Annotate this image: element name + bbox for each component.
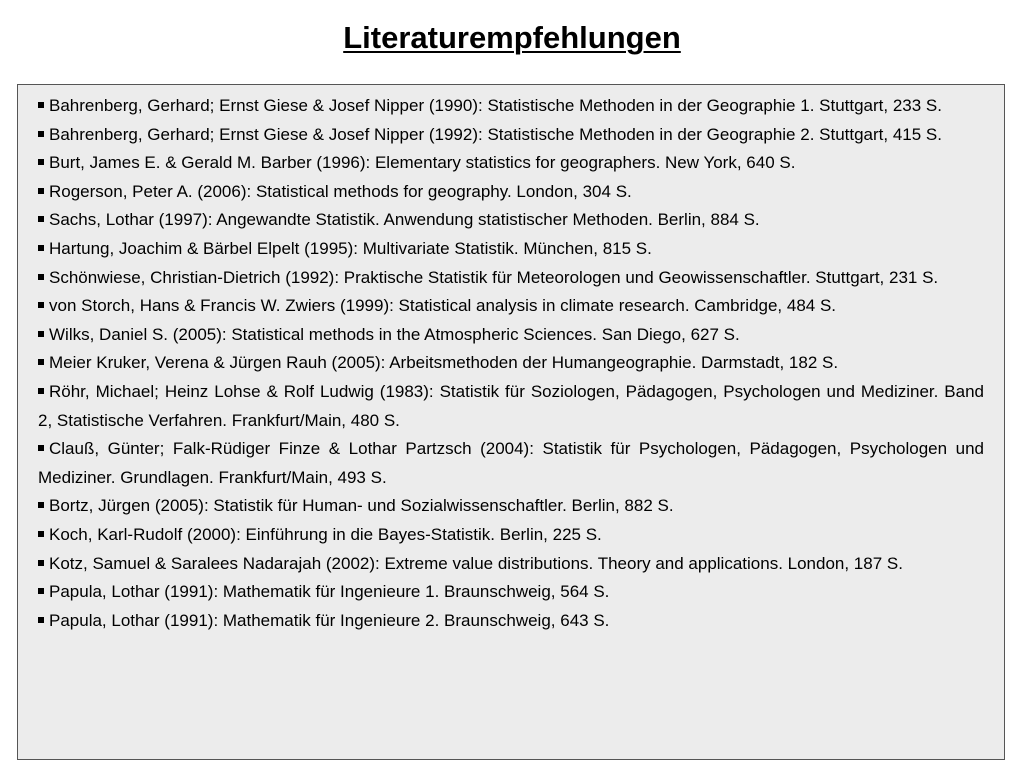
reference-item xyxy=(38,149,984,178)
reference-list xyxy=(38,92,984,635)
reference-item xyxy=(38,92,984,121)
reference-item xyxy=(38,521,984,550)
reference-text: Hartung, Joachim & Bärbel Elpelt (1995): Multivariate Statistik. München, 815 S. xyxy=(49,238,652,258)
reference-text: Bahrenberg, Gerhard; Ernst Giese & Josef Nipper (1990): Statistische Methoden in der Geographie 1. Stuttgart, 233 S. xyxy=(49,96,942,115)
square-bullet-icon xyxy=(38,531,44,537)
square-bullet-icon xyxy=(38,502,44,508)
square-bullet-icon xyxy=(38,617,44,623)
reference-item xyxy=(38,264,984,293)
reference-text: Sachs, Lothar (1997): Angewandte Statistik. Anwendung statistischer Methoden. Berlin, 884 S. xyxy=(49,210,760,230)
reference-item xyxy=(38,349,984,378)
square-bullet-icon xyxy=(38,131,44,137)
square-bullet-icon xyxy=(38,274,44,280)
square-bullet-icon xyxy=(38,445,44,451)
reference-text: Papula, Lothar (1991): Mathematik für Ingenieure 2. Braunschweig, 643 S. xyxy=(49,610,610,630)
reference-text: Clauß, Günter; Falk-Rüdiger Finze & Lothar Partzsch (2004): Statistik für Psychologen, Pädagogen, Psychologen und Mediziner. Grundlagen. Frankfurt/Main, 493 S. xyxy=(38,439,984,487)
square-bullet-icon xyxy=(38,159,44,165)
reference-text: Bortz, Jürgen (2005): Statistik für Human- und Sozialwissenschaftler. Berlin, 882 S. xyxy=(49,496,674,516)
reference-text: Meier Kruker, Verena & Jürgen Rauh (2005): Arbeitsmethoden der Humangeographie. Darmstadt, 182 S. xyxy=(49,353,839,373)
square-bullet-icon xyxy=(38,388,44,394)
square-bullet-icon xyxy=(38,245,44,251)
square-bullet-icon xyxy=(38,102,44,108)
reference-text: Rogerson, Peter A. (2006): Statistical methods for geography. London, 304 S. xyxy=(49,181,632,201)
square-bullet-icon xyxy=(38,216,44,222)
page-title: Literaturempfehlungen xyxy=(343,20,681,55)
square-bullet-icon xyxy=(38,302,44,308)
square-bullet-icon xyxy=(38,588,44,594)
reference-item xyxy=(38,321,984,350)
reference-box xyxy=(17,84,1005,760)
reference-item xyxy=(38,206,984,235)
reference-text: Röhr, Michael; Heinz Lohse & Rolf Ludwig (1983): Statistik für Soziologen, Pädagogen, Psychologen und Mediziner. Band 2, Statistische Verfahren. Frankfurt/Main, 480 S. xyxy=(38,381,984,430)
reference-text: von Storch, Hans & Francis W. Zwiers (1999): Statistical analysis in climate research. Cambridge, 484 S. xyxy=(49,296,837,316)
reference-item xyxy=(38,578,984,607)
reference-item xyxy=(38,292,984,321)
reference-text: Koch, Karl-Rudolf (2000): Einführung in die Bayes-Statistik. Berlin, 225 S. xyxy=(49,524,602,544)
reference-item xyxy=(38,435,984,492)
square-bullet-icon xyxy=(38,560,44,566)
reference-item xyxy=(38,378,984,435)
reference-text: Schönwiese, Christian-Dietrich (1992): Praktische Statistik für Meteorologen und Geowissenschaftler. Stuttgart, 231 S. xyxy=(49,267,939,287)
reference-text: Wilks, Daniel S. (2005): Statistical methods in the Atmospheric Sciences. San Diego, 627 S. xyxy=(49,324,740,344)
square-bullet-icon xyxy=(38,331,44,337)
reference-item xyxy=(38,492,984,521)
reference-text: Papula, Lothar (1991): Mathematik für Ingenieure 1. Braunschweig, 564 S. xyxy=(49,582,610,602)
reference-item xyxy=(38,178,984,207)
square-bullet-icon xyxy=(38,188,44,194)
reference-text: Bahrenberg, Gerhard; Ernst Giese & Josef Nipper (1992): Statistische Methoden in der Geographie 2. Stuttgart, 415 S. xyxy=(49,124,942,144)
reference-item xyxy=(38,121,984,150)
reference-text: Kotz, Samuel & Saralees Nadarajah (2002): Extreme value distributions. Theory and applications. London, 187 S. xyxy=(49,553,903,573)
reference-item xyxy=(38,550,984,579)
square-bullet-icon xyxy=(38,359,44,365)
reference-text: Burt, James E. & Gerald M. Barber (1996): Elementary statistics for geographers. New York, 640 S. xyxy=(49,153,796,173)
reference-item xyxy=(38,235,984,264)
reference-item xyxy=(38,607,984,636)
